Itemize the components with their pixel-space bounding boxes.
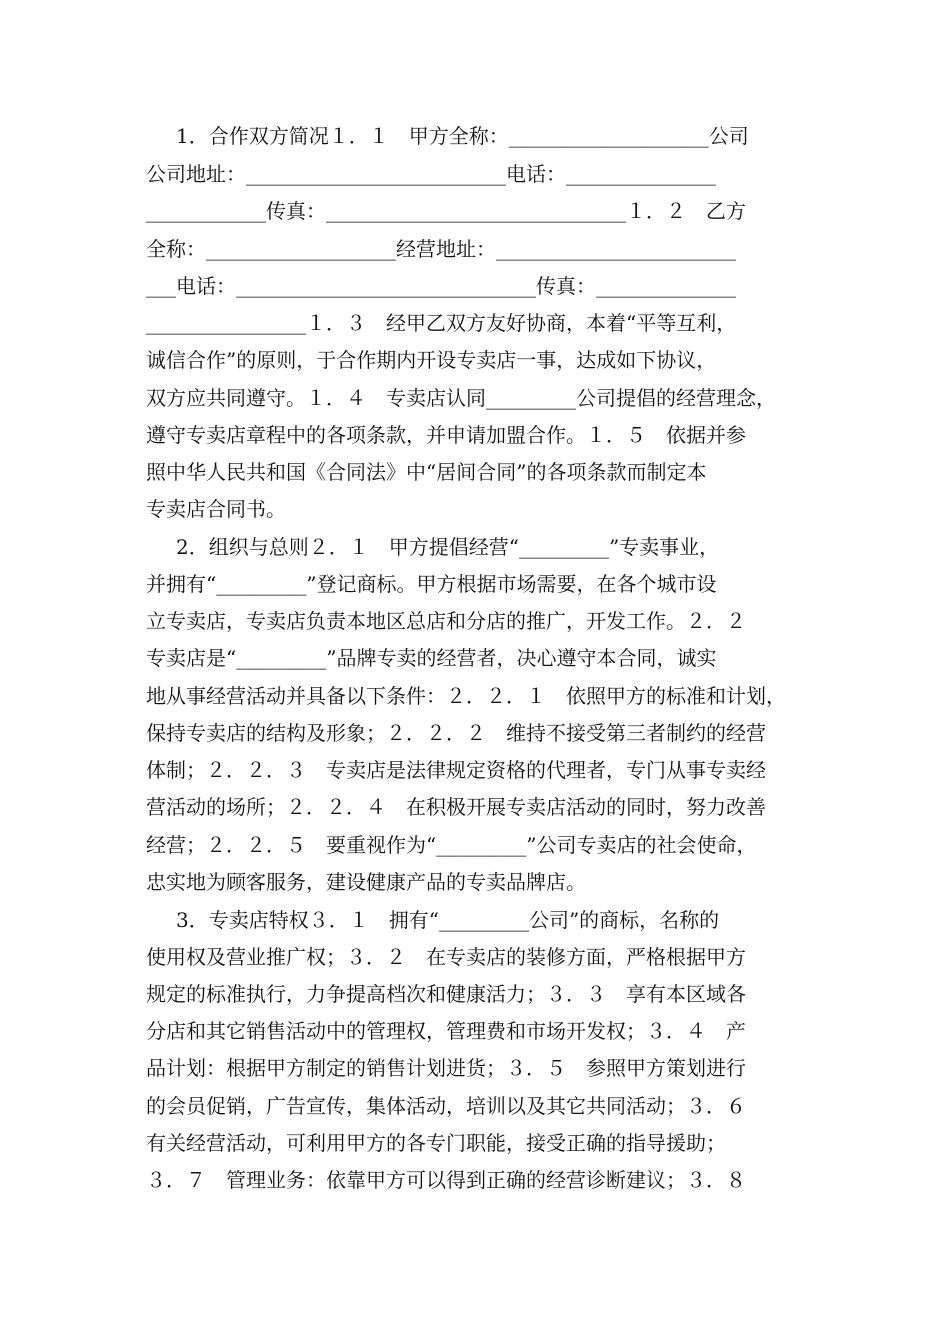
text-line: 诚信合作”的原则，于合作期内开设专卖店一事，达成如下协议， — [146, 348, 717, 372]
text-line: 忠实地为顾客服务，建设健康产品的专卖品牌店。 — [146, 870, 586, 894]
text-line: 遵守专卖店章程中的各项条款，并申请加盟合作。１．５ 依据并参 — [146, 423, 746, 447]
text-line: 体制；２．２．３ 专卖店是法律规定资格的代理者，专门从事专卖经 — [146, 758, 766, 782]
text-line: 2．组织与总则２．１ 甲方提倡经营“_________”专卖事业， — [176, 535, 720, 559]
text-line: ___电话：______________________________传真：______________ — [146, 274, 736, 298]
text-line: 品计划：根据甲方制定的销售计划进货；３．５ 参照甲方策划进行 — [146, 1056, 746, 1080]
text-line: 营活动的场所；２．２．４ 在积极开展专卖店活动的同时，努力改善 — [146, 795, 766, 819]
text-line: 的会员促销，广告宣传，集体活动，培训以及其它共同活动；３．６ — [146, 1094, 746, 1118]
text-line: 3．专卖店特权３．１ 拥有“_________公司”的商标，名称的 — [176, 908, 720, 932]
text-line: 地从事经营活动并具备以下条件：２．２．１ 依照甲方的标准和计划， — [146, 684, 786, 708]
text-line: 双方应共同遵守。１．４ 专卖店认同_________公司提倡的经营理念， — [146, 386, 776, 410]
text-line: 保持专卖店的结构及形象；２．２．２ 维持不接受第三者制约的经营 — [146, 721, 766, 745]
text-line: 经营；２．２．５ 要重视作为“_________”公司专卖店的社会使命， — [146, 833, 757, 857]
text-line: ____________传真：______________________________１．２ 乙方 — [146, 199, 746, 223]
text-line: 1．合作双方简况１．１ 甲方全称：____________________公司 — [176, 124, 749, 148]
text-line: ３．７ 管理业务：依靠甲方可以得到正确的经营诊断建议；３．８ — [146, 1168, 746, 1192]
text-line: ________________１．３ 经甲乙双方友好协商，本着“平等互利， — [146, 311, 737, 335]
text-line: 照中华人民共和国《合同法》中“居间合同”的各项条款而制定本 — [146, 460, 707, 484]
text-line: 并拥有“_________”登记商标。甲方根据市场需要，在各个城市设 — [146, 572, 717, 596]
text-line: 公司地址：__________________________电话：_______________ — [146, 162, 716, 186]
text-line: 立专卖店，专卖店负责本地区总店和分店的推广，开发工作。２．２ — [146, 609, 746, 633]
text-line: 分店和其它销售活动中的管理权，管理费和市场开发权；３．４ 产 — [146, 1019, 746, 1043]
text-line: 使用权及营业推广权；３．２ 在专卖店的装修方面，严格根据甲方 — [146, 945, 746, 969]
text-line: 全称：___________________经营地址：________________________ — [146, 237, 736, 261]
text-line: 有关经营活动，可利用甲方的各专门职能，接受正确的指导援助； — [146, 1131, 726, 1155]
text-line: 规定的标准执行，力争提高档次和健康活力；３．３ 享有本区域各 — [146, 982, 746, 1006]
text-line: 专卖店是“_________”品牌专卖的经营者，决心遵守本合同，诚实 — [146, 646, 717, 670]
text-line: 专卖店合同书。 — [146, 497, 286, 521]
